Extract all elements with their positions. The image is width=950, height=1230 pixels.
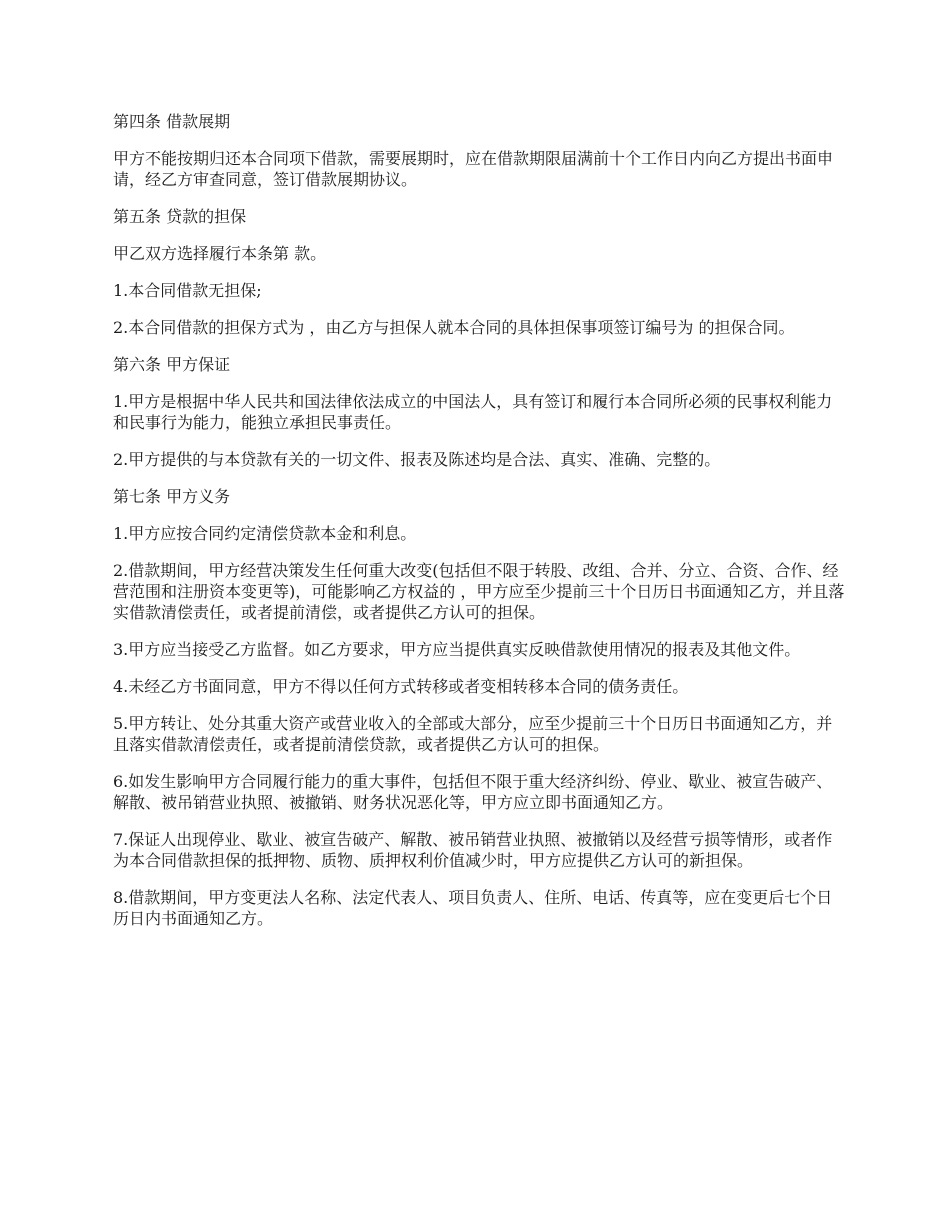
article-7-item-6: 6.如发生影响甲方合同履行能力的重大事件，包括但不限于重大经济纠纷、停业、歇业、被宣告破产、解散、被吊销营业执照、被撤销、财务状况恶化等，甲方应立即书面通知乙方。 [113,772,833,812]
document-body [113,111,848,945]
article-4-text: 甲方不能按期归还本合同项下借款，需要展期时，应在借款期限届满前十个工作日内向乙方提出书面申请，经乙方审查同意，签订借款展期协议。 [113,149,834,189]
article-5-intro: 甲乙双方选择履行本条第 款。 [113,244,327,263]
article-7-item-7: 7.保证人出现停业、歇业、被宣告破产、解散、被吊销营业执照、被撤销以及经营亏损等情形，或者作为本合同借款担保的抵押物、质物、质押权利价值减少时，甲方应提供乙方认可的新担保。 [113,830,833,870]
article-7-heading: 第七条 甲方义务 [113,487,231,506]
article-7-item-8: 8.借款期间，甲方变更法人名称、法定代表人、项目负责人、住所、电话、传真等，应在变更后七个日历日内书面通知乙方。 [113,888,833,928]
article-7-item-4: 4.未经乙方书面同意，甲方不得以任何方式转移或者变相转移本合同的债务责任。 [113,677,689,696]
article-7-item-5: 5.甲方转让、处分其重大资产或营业收入的全部或大部分，应至少提前三十个日历日书面通知乙方，并且落实借款清偿责任，或者提前清偿贷款，或者提供乙方认可的担保。 [113,714,833,754]
article-5-heading: 第五条 贷款的担保 [113,207,247,226]
article-5-item-1: 1.本合同借款无担保; [113,281,262,300]
article-6-item-1: 1.甲方是根据中华人民共和国法律依法成立的中国法人，具有签订和履行本合同所必须的民事权利能力和民事行为能力，能独立承担民事责任。 [113,392,833,432]
article-6-item-2: 2.甲方提供的与本贷款有关的一切文件、报表及陈述均是合法、真实、准确、完整的。 [113,450,721,469]
article-6-heading: 第六条 甲方保证 [113,355,231,374]
article-7-item-2: 2.借款期间，甲方经营决策发生任何重大改变(包括但不限于转股、改组、合并、分立、合资、合作、经营范围和注册资本变更等)，可能影响乙方权益的 ，甲方应至少提前三十个日历日书面通知乙方，并且落实借款清偿责任，或者提前清偿，或者提供乙方认可的担保。 [113,561,845,622]
article-7-item-1: 1.甲方应按合同约定清偿贷款本金和利息。 [113,524,417,543]
article-4-heading: 第四条 借款展期 [113,112,231,131]
article-5-item-2: 2.本合同借款的担保方式为 ，由乙方与担保人就本合同的具体担保事项签订编号为 的担保合同。 [113,318,795,337]
article-7-item-3: 3.甲方应当接受乙方监督。如乙方要求，甲方应当提供真实反映借款使用情况的报表及其他文件。 [113,640,801,659]
